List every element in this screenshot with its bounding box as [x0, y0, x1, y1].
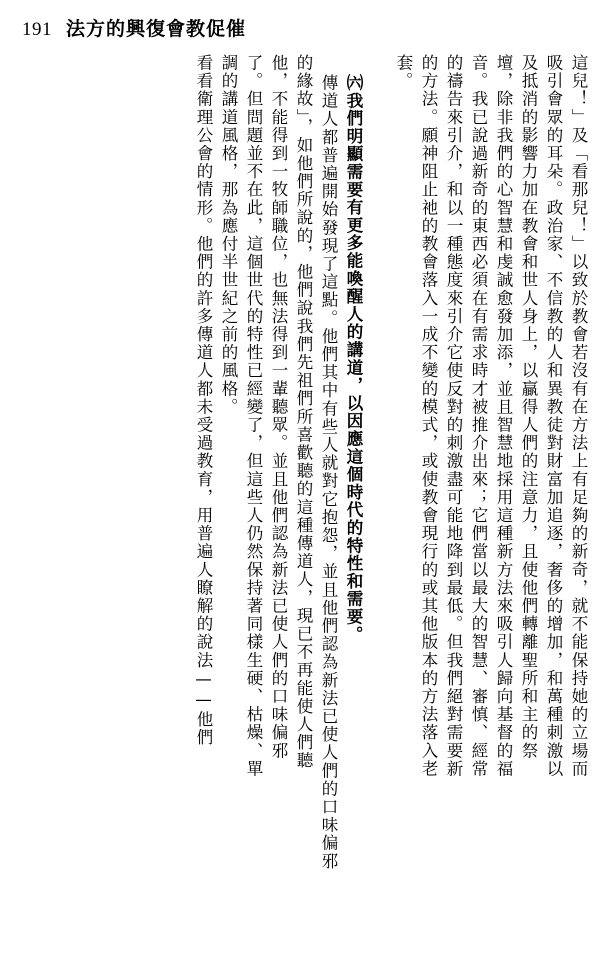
text-column: 調的講道風格，那為應付半世紀之前的風格。: [219, 54, 238, 416]
page-header: [22, 14, 246, 41]
text-column: 及抵消的影響力加在教會和世人身上，以贏得人們的注意力，且使他們轉離聖所和主的祭: [519, 54, 538, 760]
text-column: 套。: [394, 54, 413, 91]
text-column: 這兒！」及「看那兒！」以致於教會若沒有在方法上有足夠的新奇，就不能保持她的立場而: [569, 54, 588, 778]
vertical-text-body: [18, 54, 586, 933]
text-column-spacer: [361, 54, 386, 933]
text-column: 他，不能得到一牧師職位，也無法得到一輩聽眾。並且他們認為新法已使人們的口味偏邪: [269, 54, 288, 760]
text-column: 的方法。願神阻止祂的教會落入一成不變的模式，或使教會現行的或其他版本的方法落入老: [419, 54, 438, 778]
page-number: 191: [22, 19, 52, 40]
text-column: 的緣故」，如他們所說的，他們說我們先祖們所喜歡聽的這種傳道人，現已不再能使人們聽: [294, 54, 313, 770]
text-column: 看看衛理公會的情形。他們的許多傳道人都未受過教育，用普遍人瞭解的說法——他們: [194, 54, 213, 747]
text-column: 了。但問題並不在此，這個世代的特性已經變了，但這些人仍然保持著同樣生硬、枯燥、單: [244, 54, 263, 778]
text-column: 吸引會眾的耳朵。政治家、不信教的人和異教徒對財富加追逐，奢侈的增加，和萬種刺激以: [544, 54, 563, 778]
text-column: 傳道人都普遍開始發現了這點。他們其中有些人就對它抱怨，並且他們認為新法已使人們的口味偏邪: [319, 74, 338, 871]
text-column: 壇，除非我們的心智慧和虔誠愈發加添，並且智慧地採用這種新方法來吸引人歸向基督的福: [494, 54, 513, 778]
text-column-heading: ㈥我們明顯需要有更多能喚醒人的講道，以因應這個時代的特性和需要。: [344, 74, 363, 644]
text-column: 的禱告來引介，和以一種態度來引介它使反對的刺激盡可能地降到最低。但我們絕對需要新: [444, 54, 463, 778]
text-column: 音。我已說過新奇的東西必須在有需求時才被推介出來；它們當以最大的智慧、審慎、經常: [469, 54, 488, 778]
running-title: 法方的興復會教促催: [66, 18, 247, 40]
